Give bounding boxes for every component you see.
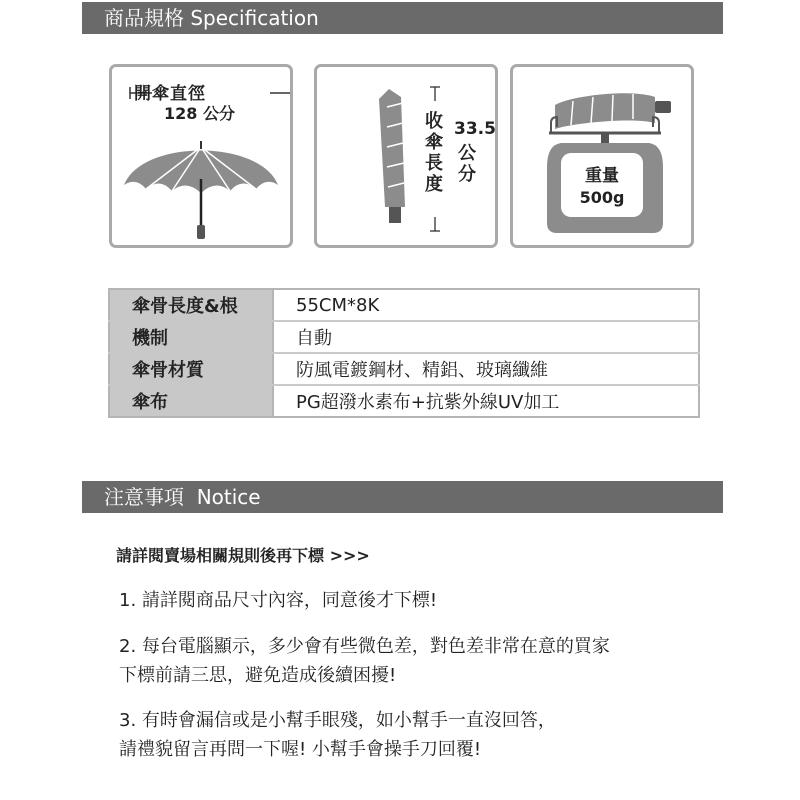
spec-key: 機制 <box>109 321 273 353</box>
table-row <box>109 385 699 417</box>
table-row <box>109 289 699 321</box>
folded-length-card <box>314 64 498 248</box>
spec-key: 傘布 <box>109 385 273 417</box>
spec-key: 傘骨長度&根 <box>109 289 273 321</box>
table-row <box>109 353 699 385</box>
folded-length-label: 收傘長度 <box>425 111 443 195</box>
weight-label: 重量 <box>585 166 619 186</box>
weight-display <box>561 153 643 217</box>
spec-key: 傘骨材質 <box>109 353 273 385</box>
spec-value: PG超潑水素布+抗紫外線UV加工 <box>296 392 560 413</box>
notice-header: 注意事項 Notice <box>82 481 723 513</box>
notice-item <box>119 632 610 690</box>
notice-heading: 請詳閱賣場相關規則後再下標 >>> <box>116 546 370 565</box>
folded-length-unit: 公分 <box>458 143 476 185</box>
specification-header: 商品規格 Specification <box>82 2 723 34</box>
spec-value: 55CM*8K <box>273 289 699 321</box>
diameter-card <box>109 64 293 248</box>
weight-card <box>510 64 694 248</box>
notice-item <box>119 586 437 615</box>
spec-value: 自動 <box>273 321 699 353</box>
diameter-value: 128 公分 <box>164 104 235 123</box>
notice-line: 下標前請三思，避免造成後續困擾! <box>119 665 397 686</box>
weight-value: 500g <box>579 188 625 207</box>
notice-line: 請禮貌留言再問一下喔! 小幫手會操手刀回覆! <box>119 739 482 760</box>
spec-value: 防風電鍍鋼材、精鋁、玻璃纖維 <box>273 353 699 385</box>
folded-length-number: 33.5 <box>454 119 496 139</box>
notice-item <box>119 706 556 764</box>
notice-line: 2. 每台電腦顯示，多少會有些微色差，對色差非常在意的買家 <box>119 636 610 657</box>
spec-table <box>108 288 700 418</box>
table-row <box>109 321 699 353</box>
diameter-label: 開傘直徑 <box>134 84 206 104</box>
notice-line: 3. 有時會漏信或是小幫手眼殘，如小幫手一直沒回答， <box>119 710 556 731</box>
notice-line: 1. 請詳閱商品尺寸內容，同意後才下標! <box>119 590 438 611</box>
